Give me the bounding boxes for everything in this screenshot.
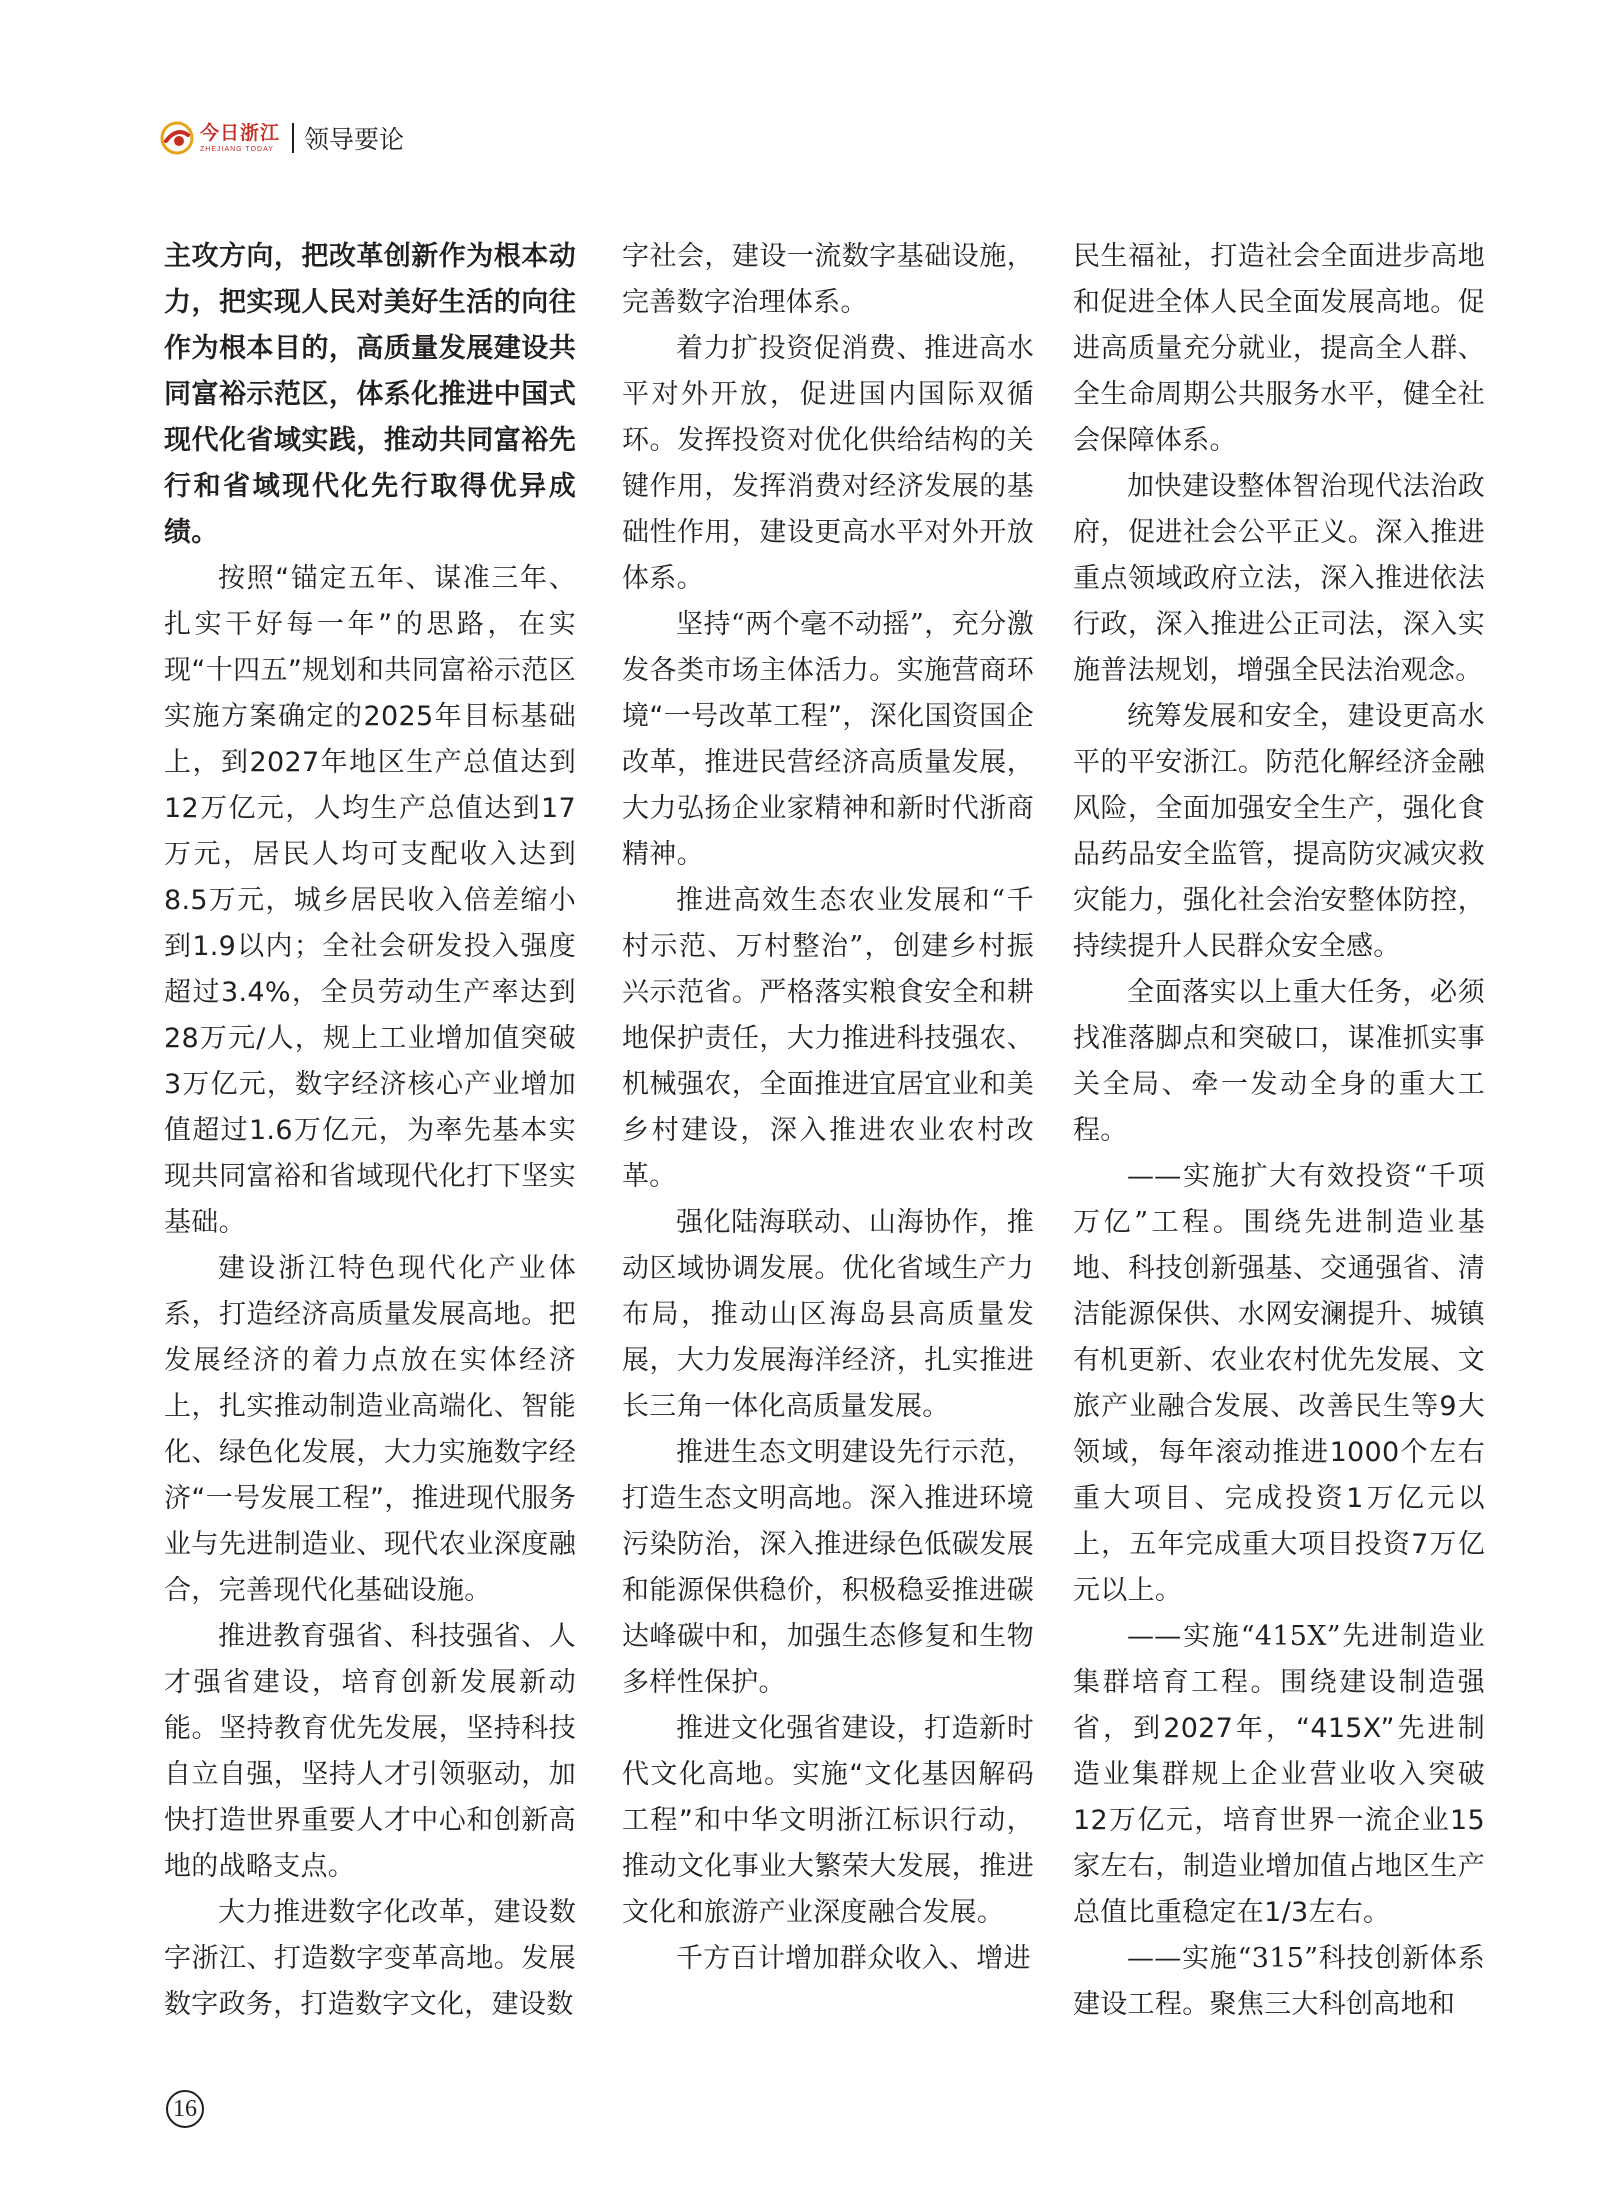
- paragraph-heading: 千方百计增加群众收入、增进: [676, 1943, 1031, 1974]
- paragraph: [164, 1890, 576, 2028]
- paragraph-heading: 推进教育强省、科技强省、人才强省建设，培育创新发展新动能。: [164, 1621, 576, 1744]
- paragraph-text: 按照“锚定五年、谋准三年、扎实干好每一年”的思路，在实现“十四五”规划和共同富裕示范区实施方案确定的2025年目标基础上，到2027年地区生产总值达到12万亿元，人均生产总值达到17万元，居民人均可支配收入达到8.5万元，城乡居民收入倍差缩小到1.9以内；全社会研发投入强度超过3.4%，全员劳动生产率达到28万元/人，规上工业增加值突破3万亿元，数字经济核心产业增加值超过1.6万亿元，为率先基本实现共同富裕和省域现代化打下坚实基础。: [164, 563, 576, 1238]
- logo-chinese-text: 今日浙江: [200, 121, 281, 144]
- paragraph: [622, 234, 1034, 326]
- text-column-2: [622, 234, 1034, 1982]
- text-column-1: [164, 234, 576, 2028]
- header-divider: [292, 123, 294, 153]
- paragraph-heading: 大力推进数字化改革，建设数字浙江、打造数字变革高地。: [164, 1897, 576, 1974]
- paragraph-heading: ——实施“315”科技创新体系建设工程。: [1073, 1943, 1485, 2020]
- paragraph: [622, 1706, 1034, 1936]
- paragraph-heading: 建设浙江特色现代化产业体系，打造经济高质量发展高地。: [164, 1253, 576, 1330]
- paragraph-heading: 着力扩投资促消费、推进高水平对外开放，促进国内国际双循环。: [622, 333, 1034, 456]
- page-header: [160, 118, 404, 158]
- paragraph: [1073, 1936, 1485, 2028]
- paragraph-heading: 推进高效生态农业发展和“千村示范、万村整治”，创建乡村振兴示范省。: [622, 885, 1034, 1008]
- paragraph-text: 发挥投资对优化供给结构的关键作用，发挥消费对经济发展的基础性作用，建设更高水平对外开放体系。: [622, 425, 1034, 594]
- paragraph-text: 聚焦三大科创高地和: [1209, 1989, 1456, 2020]
- paragraph-heading: 统筹发展和安全，建设更高水平的平安浙江。: [1073, 701, 1485, 778]
- paragraph-text: 坚持教育优先发展，坚持科技自立自强，坚持人才引领驱动，加快打造世界重要人才中心和创新高地的战略支点。: [164, 1713, 576, 1882]
- paragraph: [1073, 464, 1485, 694]
- paragraph-heading: 坚持“两个毫不动摇”，充分激发各类市场主体活力。: [622, 609, 1034, 686]
- logo-emblem-icon: [160, 121, 194, 155]
- text-column-3: [1073, 234, 1485, 2028]
- paragraph: [622, 1430, 1034, 1706]
- paragraph: [1073, 694, 1485, 970]
- paragraph-heading: ——实施扩大有效投资“千项万亿”工程。: [1073, 1161, 1485, 1238]
- page-number: 16: [166, 2090, 204, 2128]
- paragraph-text: 实施“文化基因解码工程”和中华文明浙江标识行动，推动文化事业大繁荣大发展，推进文化和旅游产业深度融合发展。: [622, 1759, 1034, 1928]
- paragraph-heading: 民生福祉，打造社会全面进步高地和促进全体人民全面发展高地。: [1073, 241, 1485, 318]
- paragraph: [622, 878, 1034, 1200]
- paragraph: [164, 1246, 576, 1614]
- paragraph: [622, 326, 1034, 602]
- paragraph-text: 把发展经济的着力点放在实体经济上，扎实推动制造业高端化、智能化、绿色化发展，大力实施数字经济“一号发展工程”，推进现代服务业与先进制造业、现代农业深度融合，完善现代化基础设施。: [164, 1299, 576, 1606]
- paragraph: [1073, 970, 1485, 1154]
- paragraph-text: 全面落实以上重大任务，必须找准落脚点和突破口，谋准抓实事关全局、牵一发动全身的重大工程。: [1073, 977, 1485, 1146]
- paragraph-heading: 加快建设整体智治现代法治政府，促进社会公平正义。: [1073, 471, 1485, 548]
- section-label: 领导要论: [304, 125, 405, 154]
- paragraph: [1073, 1614, 1485, 1936]
- paragraph-text: 主攻方向，把改革创新作为根本动力，把实现人民对美好生活的向往作为根本目的，高质量发展建设共同富裕示范区，体系化推进中国式现代化省域实践，推动共同富裕先行和省域现代化先行取得优异成绩。: [164, 241, 576, 548]
- paragraph: [164, 556, 576, 1246]
- paragraph-text: 围绕建设制造强省，到2027年，“415X”先进制造业集群规上企业营业收入突破12万亿元，培育世界一流企业15家左右，制造业增加值占地区生产总值比重稳定在1/3左右。: [1073, 1667, 1485, 1928]
- paragraph-text: 深入推进重点领域政府立法，深入推进依法行政，深入推进公正司法，深入实施普法规划，增强全民法治观念。: [1073, 517, 1485, 686]
- zhejiang-today-logo: [160, 121, 280, 155]
- paragraph-text: 优化省域生产力布局，推动山区海岛县高质量发展，大力发展海洋经济，扎实推进长三角一体化高质量发展。: [622, 1253, 1034, 1422]
- paragraph: [622, 1936, 1034, 1982]
- paragraph-heading: 推进文化强省建设，打造新时代文化高地。: [622, 1713, 1034, 1790]
- logo-english-text: ZHEJIANG TODAY: [200, 145, 274, 153]
- paragraph: [1073, 1154, 1485, 1614]
- paragraph: [622, 1200, 1034, 1430]
- paragraph-text: 围绕先进制造业基地、科技创新强基、交通强省、清洁能源保供、水网安澜提升、城镇有机更新、农业农村优先发展、文旅产业融合发展、改善民生等9大领域，每年滚动推进1000个左右重大项目、完成投资1万亿元以上，五年完成重大项目投资7万亿元以上。: [1073, 1207, 1485, 1606]
- paragraph: [622, 602, 1034, 878]
- paragraph: [1073, 234, 1485, 464]
- paragraph-text: 严格落实粮食安全和耕地保护责任，大力推进科技强农、机械强农，全面推进宜居宜业和美乡村建设，深入推进农业农村改革。: [622, 977, 1035, 1192]
- paragraph-heading: 推进生态文明建设先行示范，打造生态文明高地。: [622, 1437, 1034, 1514]
- paragraph-heading: ——实施“415X”先进制造业集群培育工程。: [1073, 1621, 1485, 1698]
- paragraph-text: 实施营商环境“一号改革工程”，深化国资国企改革，推进民营经济高质量发展，大力弘扬企业家精神和新时代浙商精神。: [622, 655, 1035, 870]
- paragraph-text: 发展数字政务，打造数字文化，建设数: [164, 1943, 576, 2020]
- paragraph-text: 字社会，建设一流数字基础设施，完善数字治理体系。: [622, 241, 1034, 318]
- paragraph: [164, 234, 576, 556]
- paragraph-text: 促进高质量充分就业，提高全人群、全生命周期公共服务水平，健全社会保障体系。: [1073, 287, 1485, 456]
- paragraph-text: 防范化解经济金融风险，全面加强安全生产，强化食品药品安全监管，提高防灾减灾救灾能力，强化社会治安整体防控，持续提升人民群众安全感。: [1073, 747, 1485, 962]
- paragraph-text: 深入推进环境污染防治，深入推进绿色低碳发展和能源保供稳价，积极稳妥推进碳达峰碳中和，加强生态修复和生物多样性保护。: [622, 1483, 1034, 1698]
- paragraph: [164, 1614, 576, 1890]
- paragraph-heading: 强化陆海联动、山海协作，推动区域协调发展。: [622, 1207, 1034, 1284]
